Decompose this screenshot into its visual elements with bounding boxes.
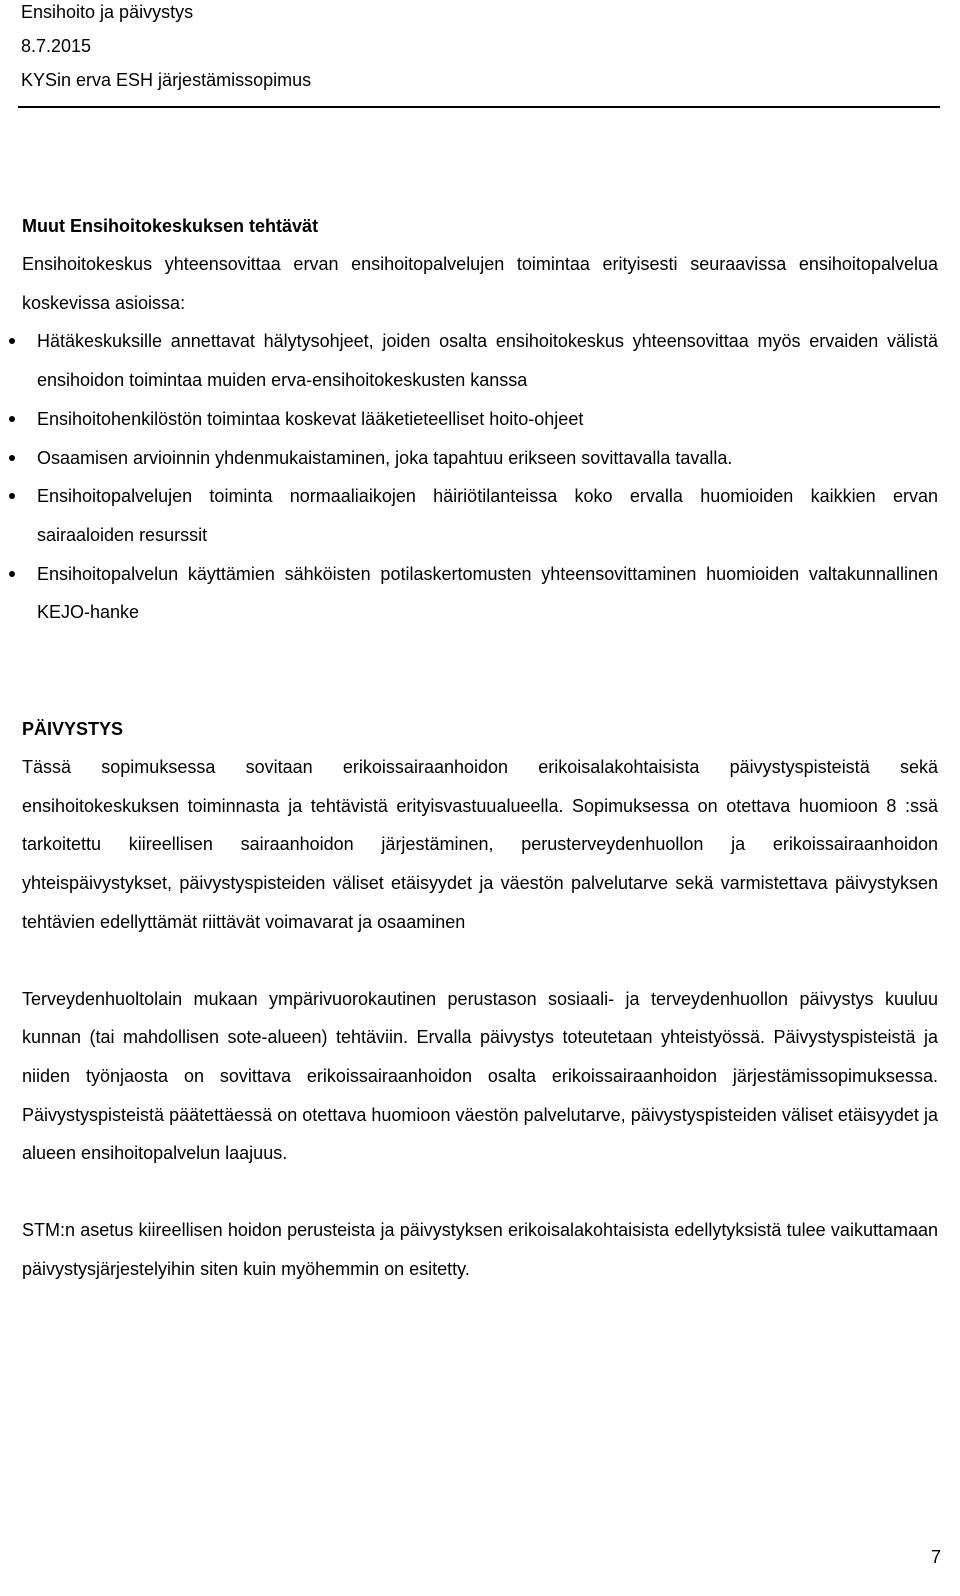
header-date: 8.7.2015: [21, 36, 92, 56]
bullet-icon: [9, 416, 15, 422]
list-item: [22, 555, 938, 632]
paivystys-paragraph-3: STM:n asetus kiireellisen hoidon perusteista ja päivystyksen erikoisalakohtaisista edellytyksistä tulee vaikuttamaan päivystysjärjestelyihin siten kuin myöhemmin on esitetty.: [22, 1220, 938, 1279]
list-item: [22, 400, 938, 439]
bullet-icon: [9, 571, 15, 577]
list-item-text: Hätäkeskuksille annettavat hälytysohjeet, joiden osalta ensihoitokeskus yhteensovittaa myös ervaiden välistä ensihoidon toimintaa muiden erva-ensihoitokeskusten kanssa: [37, 331, 938, 391]
header-subtitle: KYSin erva ESH järjestämissopimus: [21, 70, 312, 90]
bullet-icon: [9, 338, 15, 344]
section-intro-paragraph: Ensihoitokeskus yhteensovittaa ervan ensihoitopalvelujen toimintaa erityisesti seuraavissa ensihoitopalvelua koskevissa asioissa:: [22, 254, 938, 313]
list-item: [22, 322, 938, 399]
document-header: [0, 0, 960, 108]
list-item-text: Ensihoitopalvelun käyttämien sähköisten potilaskertomusten yhteensovittaminen huomioiden valtakunnallinen KEJO-hanke: [37, 563, 938, 623]
document-body: [22, 207, 938, 1288]
paivystys-paragraph-2: Terveydenhuoltolain mukaan ympärivuorokautinen perustason sosiaali- ja terveydenhuollon päivystys kuuluu kunnan (tai mahdollisen sote-alueen) tehtäviin. Ervalla päivystys toteutetaan yhteistyössä. Päivystyspisteistä ja niiden työnjaosta on sovittava erikoissairaanhoidon osalta erikoissairaanhoidon järjestämissopimuksessa. Päivystyspisteistä päätettäessä on otettava huomioon väestön palvelutarve, päivystyspisteiden väliset etäisyydet ja alueen ensihoitopalvelun laajuus.: [22, 988, 938, 1164]
section-heading-ensihoitokeskus: Muut Ensihoitokeskuksen tehtävät: [22, 216, 319, 236]
bullet-icon: [9, 493, 15, 499]
task-bullet-list: [22, 322, 938, 632]
list-item-text: Ensihoitohenkilöstön toimintaa koskevat lääketieteelliset hoito-ohjeet: [37, 408, 584, 429]
header-divider: [18, 106, 940, 108]
list-item: [22, 477, 938, 554]
list-item-text: Ensihoitopalvelujen toiminta normaaliaikojen häiriötilanteissa koko ervalla huomioiden kaikkien ervan sairaaloiden resurssit: [37, 486, 938, 545]
section-heading-paivystys: PÄIVYSTYS: [22, 719, 124, 740]
list-item-text: Osaamisen arvioinnin yhdenmukaistaminen, joka tapahtuu erikseen sovittavalla tavalla.: [37, 447, 733, 468]
paivystys-paragraph-1: Tässä sopimuksessa sovitaan erikoissairaanhoidon erikoisalakohtaisista päivystyspisteistä sekä ensihoitokeskuksen toiminnasta ja tehtävistä erityisvastuualueella. Sopimuksessa on otettava huomioon 8 :ssä tarkoitettu kiireellisen sairaanhoidon järjestäminen, perusterveydenhuollon ja erikoissairaanhoidon yhteispäivystykset, päivystyspisteiden väliset etäisyydet ja väestön palvelutarve sekä varmistettava päivystyksen tehtävien edellyttämät riittävät voimavarat ja osaaminen: [22, 757, 938, 932]
list-item: [22, 439, 938, 478]
header-title: Ensihoito ja päivystys: [21, 2, 194, 22]
bullet-icon: [9, 455, 15, 461]
page-number: 7: [930, 1547, 941, 1567]
